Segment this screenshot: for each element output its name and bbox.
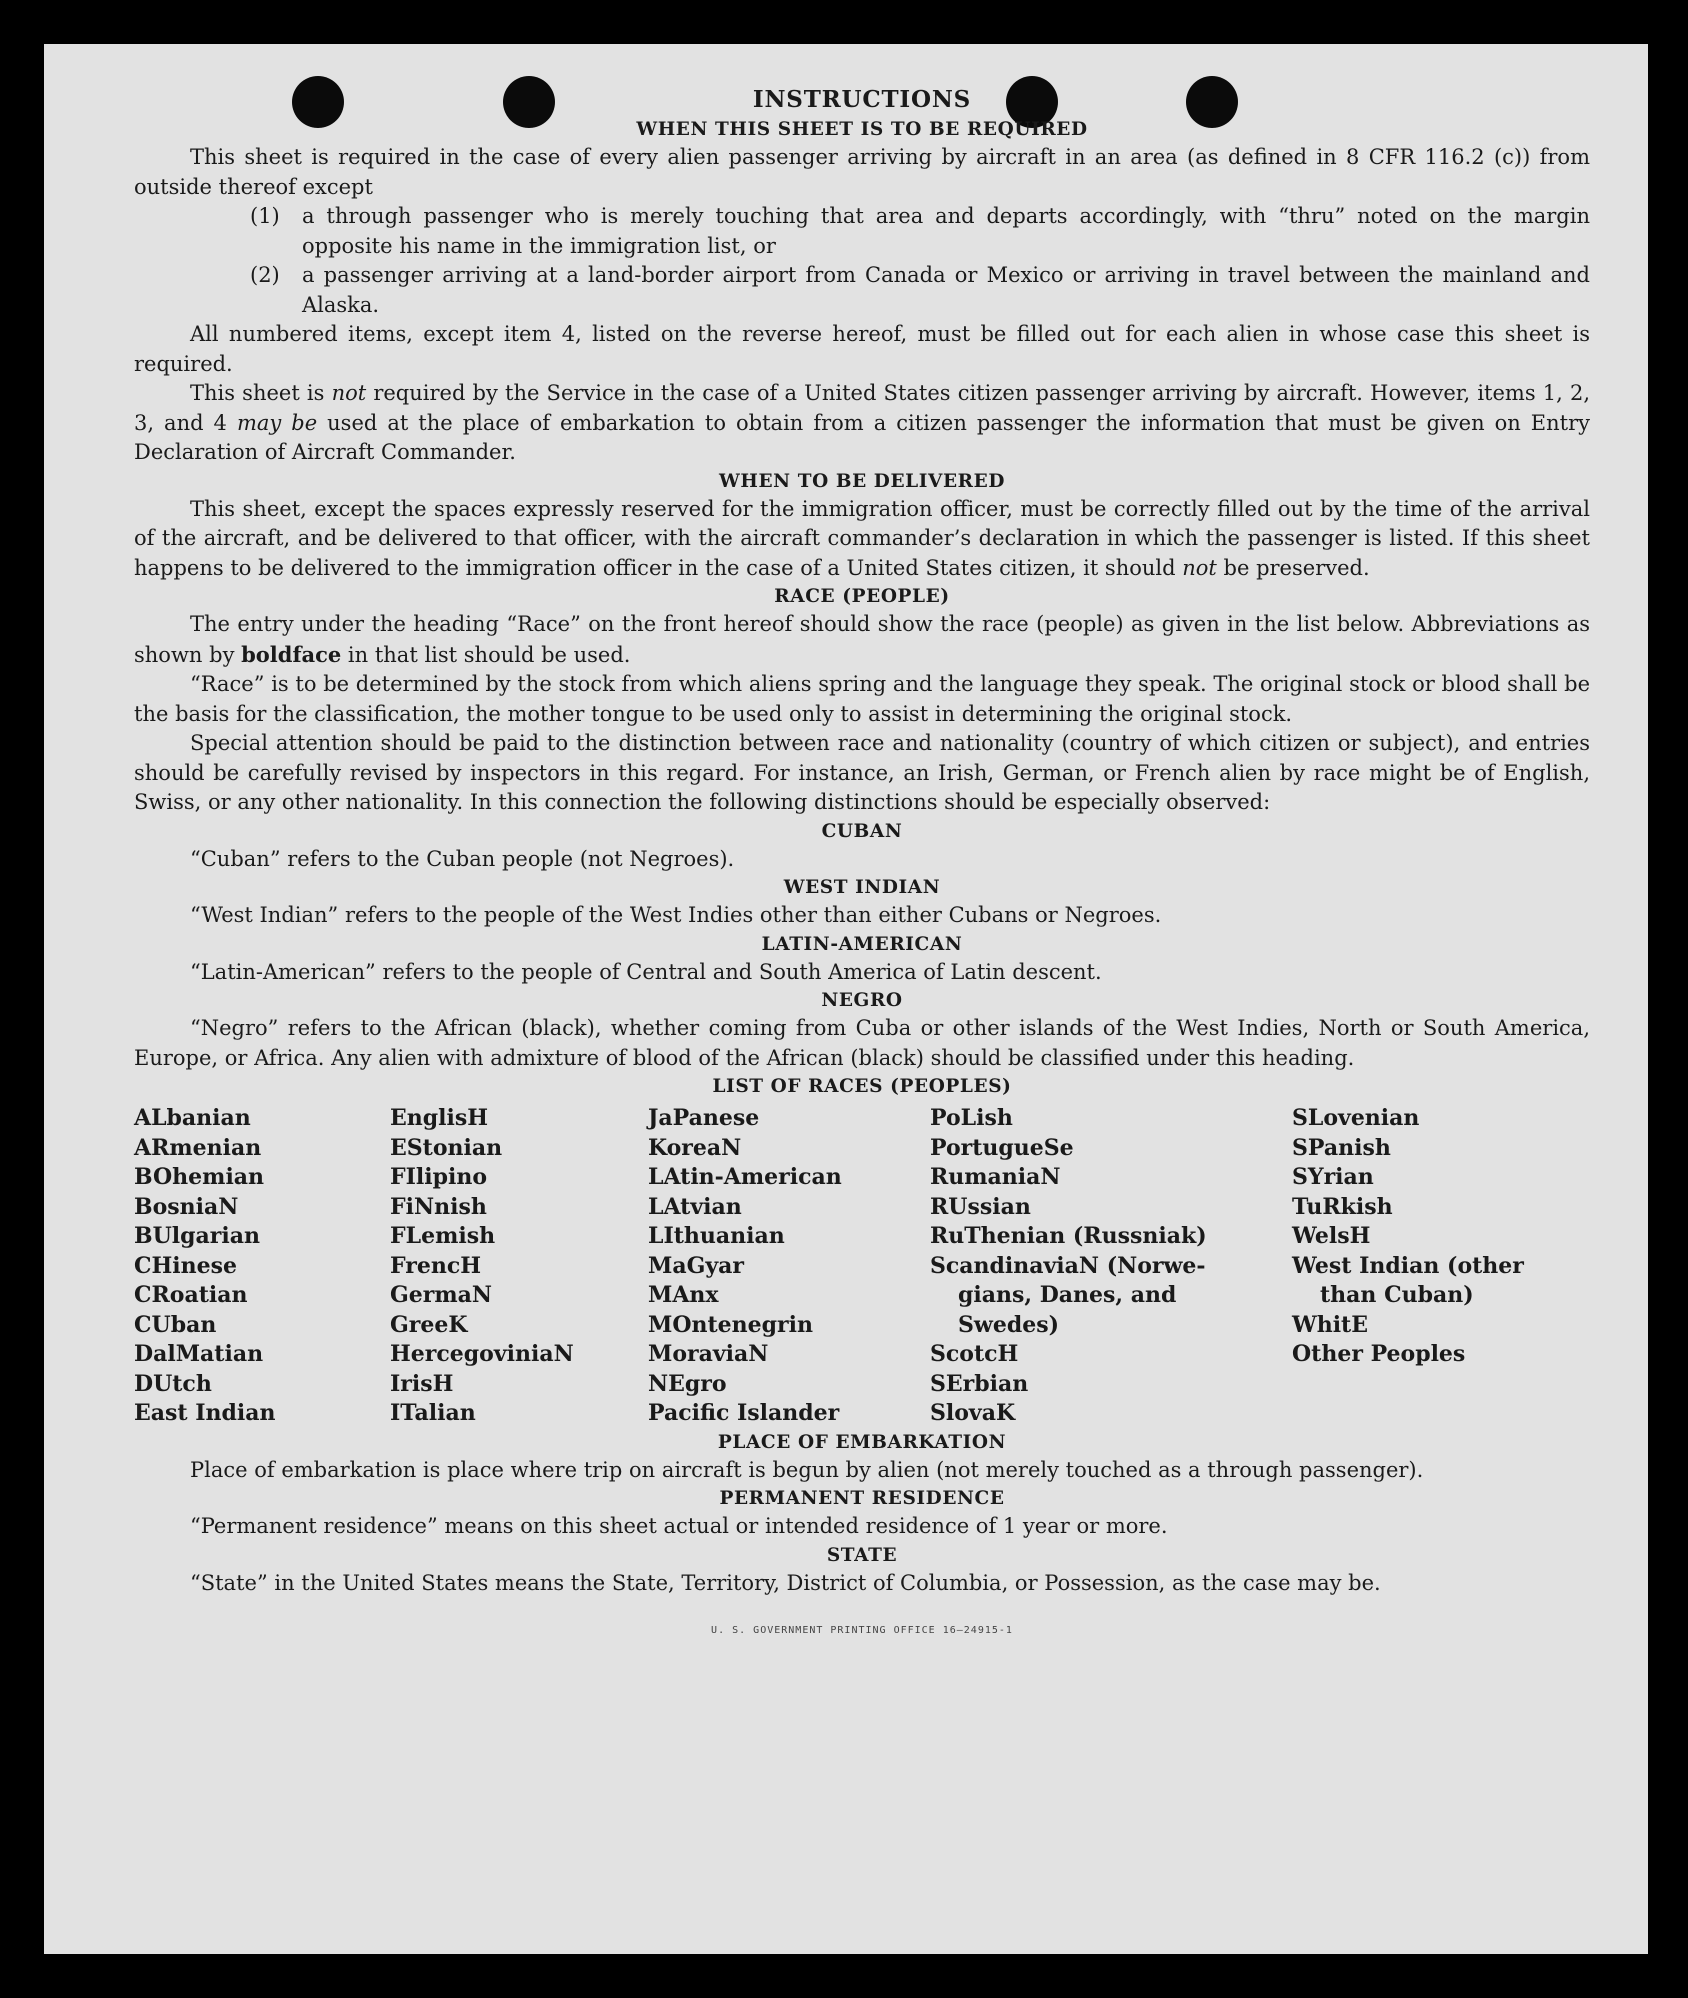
race-entry: SErbian [930, 1370, 1029, 1397]
race-entry: SLovenian [1292, 1105, 1420, 1131]
race-entry: CUban [134, 1311, 217, 1338]
race-list [134, 1104, 1590, 1429]
race-entry: FrencH [390, 1252, 481, 1279]
list-item [134, 202, 1590, 261]
paragraph: “Cuban” refers to the Cuban people (not Negroes). [190, 846, 735, 871]
race-entry: RUssian [930, 1193, 1031, 1220]
race-entry: FiNnish [390, 1193, 487, 1220]
section-heading: PLACE OF EMBARKATION [717, 1431, 1007, 1453]
paragraph: This sheet, except the spaces expressly reserved for the immigration officer, must be correctly filled out by the time of the arrival of the aircraft, and be delivered to that officer, with the aircraft commander’s declaration in which the passenger is listed. If this sheet happens to be delivered to the immigration officer in the case of a United States citizen, it should not be preserved. [134, 496, 1590, 580]
race-entry: BosniaN [134, 1193, 239, 1220]
race-column [390, 1104, 648, 1429]
race-entry: EnglisH [390, 1105, 489, 1131]
section-heading: WHEN THIS SHEET IS TO BE REQUIRED [636, 119, 1088, 140]
printer-imprint: U. S. GOVERNMENT PRINTING OFFICE 16—24915-1 [711, 1625, 1013, 1636]
item-text: a passenger arriving at a land-border airport from Canada or Mexico or arriving in travel between the mainland and Alaska. [302, 263, 1590, 317]
race-entry: RuThenian (Russniak) [930, 1223, 1207, 1249]
section-heading: STATE [826, 1544, 898, 1566]
race-entry: SlovaK [930, 1400, 1016, 1426]
race-entry: ITalian [390, 1400, 476, 1426]
section-heading: NEGRO [821, 990, 903, 1011]
item-number: (2) [250, 263, 280, 287]
race-entry: WhitE [1292, 1311, 1368, 1338]
race-entry: FLemish [390, 1223, 496, 1249]
paragraph: “Latin-American” refers to the people of Central and South America of Latin descent. [190, 959, 1102, 984]
race-entry: LIthuanian [648, 1223, 785, 1249]
race-entry: Pacific Islander [648, 1400, 840, 1426]
instructions-body [134, 84, 1590, 1646]
race-entry: KoreaN [648, 1134, 742, 1161]
race-entry: BUlgarian [134, 1223, 260, 1249]
race-entry: CHinese [134, 1252, 238, 1279]
section-heading: WEST INDIAN [783, 877, 941, 898]
document-page [44, 44, 1648, 1954]
race-entry: LAtin-American [648, 1164, 842, 1190]
section-heading: WHEN TO BE DELIVERED [719, 470, 1005, 492]
race-entry: FIlipino [390, 1164, 488, 1190]
paragraph: All numbered items, except item 4, listed on the reverse hereof, must be filled out for each alien in whose case this sheet is required. [134, 322, 1590, 376]
race-entry: NEgro [648, 1370, 727, 1397]
race-entry: HercegoviniaN [390, 1341, 574, 1367]
page-title: INSTRUCTIONS [752, 86, 972, 113]
race-entry: MAnx [648, 1282, 719, 1308]
race-entry: JaPanese [648, 1105, 760, 1131]
item-number: (1) [250, 204, 280, 228]
paragraph: Place of embarkation is place where trip on aircraft is begun by alien (not merely touched as a through passenger). [190, 1457, 1424, 1482]
paragraph: “Race” is to be determined by the stock from which aliens spring and the language they speak. The original stock or blood shall be the basis for the classification, the mother tongue to be used only to assist in determining the original stock. [134, 672, 1590, 726]
race-entry: TuRkish [1292, 1193, 1393, 1220]
race-entry: SYrian [1292, 1164, 1374, 1190]
paragraph: Special attention should be paid to the distinction between race and nationality (country of which citizen or subject), and entries should be carefully revised by inspectors in this regard. For instance, an Irish, German, or French alien by race might be of English, Swiss, or any other nationality. In this connection the following distinctions should be especially observed: [134, 731, 1590, 814]
race-entry: DalMatian [134, 1341, 264, 1367]
race-entry: ScotcH [930, 1341, 1019, 1367]
race-entry: GermaN [390, 1282, 493, 1308]
section-heading: LATIN-AMERICAN [761, 933, 963, 955]
paragraph: The entry under the heading “Race” on the front hereof should show the race (people) as given in the list below. Abbreviations as shown by boldface in that list should be used. [134, 612, 1590, 667]
race-entry: LAtvian [648, 1193, 742, 1220]
race-entry: SPanish [1292, 1134, 1391, 1161]
race-entry: ARmenian [134, 1134, 262, 1161]
race-column [930, 1104, 1292, 1429]
race-entry: CRoatian [134, 1282, 248, 1308]
paragraph: “West Indian” refers to the people of the West Indies other than either Cubans or Negroes. [190, 903, 1162, 927]
paragraph: This sheet is required in the case of every alien passenger arriving by aircraft in an area (as defined in 8 CFR 116.2 (c)) from outside thereof except [134, 145, 1590, 199]
section-heading: RACE (PEOPLE) [774, 586, 950, 607]
race-entry: WelsH [1292, 1223, 1371, 1249]
race-entry: RumaniaN [930, 1164, 1061, 1190]
list-item [134, 261, 1590, 320]
race-entry: BOhemian [134, 1164, 265, 1190]
paragraph: “Negro” refers to the African (black), whether coming from Cuba or other islands of the West Indies, North or South America, Europe, or Africa. Any alien with admixture of blood of the African (black) should be classified under this heading. [134, 1016, 1590, 1070]
race-entry: GreeK [390, 1311, 468, 1338]
item-text: a through passenger who is merely touching that area and departs accordingly, with “thru” noted on the margin opposite his name in the immigration list, or [302, 204, 1590, 258]
race-entry: ScandinaviaN (Norwe- [930, 1252, 1206, 1279]
race-entry: than Cuban) [1320, 1282, 1474, 1308]
race-entry: DUtch [134, 1370, 212, 1397]
race-entry: PoLish [930, 1105, 1013, 1131]
section-heading: PERMANENT RESIDENCE [719, 1488, 1005, 1509]
race-entry: ALbanian [134, 1105, 251, 1131]
race-entry: East Indian [134, 1400, 276, 1426]
section-heading: CUBAN [821, 820, 903, 842]
section-heading: LIST OF RACES (PEOPLES) [712, 1076, 1012, 1097]
race-entry: West Indian (other [1292, 1252, 1524, 1279]
race-entry: MOntenegrin [648, 1311, 813, 1338]
paragraph: “Permanent residence” means on this sheet actual or intended residence of 1 year or more. [190, 1514, 1168, 1538]
race-entry: Other Peoples [1292, 1341, 1466, 1367]
race-column [1292, 1104, 1582, 1429]
race-entry: MaGyar [648, 1252, 745, 1279]
race-entry: EStonian [390, 1134, 503, 1161]
paragraph: This sheet is not required by the Service in the case of a United States citizen passenger arriving by aircraft. However, items 1, 2, 3, and 4 may be used at the place of embarkation to obtain from a citizen passenger the information that must be given on Entry Declaration of Aircraft Commander. [134, 381, 1591, 464]
race-entry: Swedes) [958, 1311, 1059, 1338]
race-entry: MoraviaN [648, 1341, 769, 1367]
race-column [648, 1104, 930, 1429]
race-column [134, 1104, 390, 1429]
race-entry: PortugueSe [930, 1134, 1074, 1161]
paragraph: “State” in the United States means the State, Territory, District of Columbia, or Possession, as the case may be. [190, 1570, 1381, 1595]
race-entry: IrisH [390, 1370, 454, 1397]
race-entry: gians, Danes, and [958, 1282, 1177, 1308]
